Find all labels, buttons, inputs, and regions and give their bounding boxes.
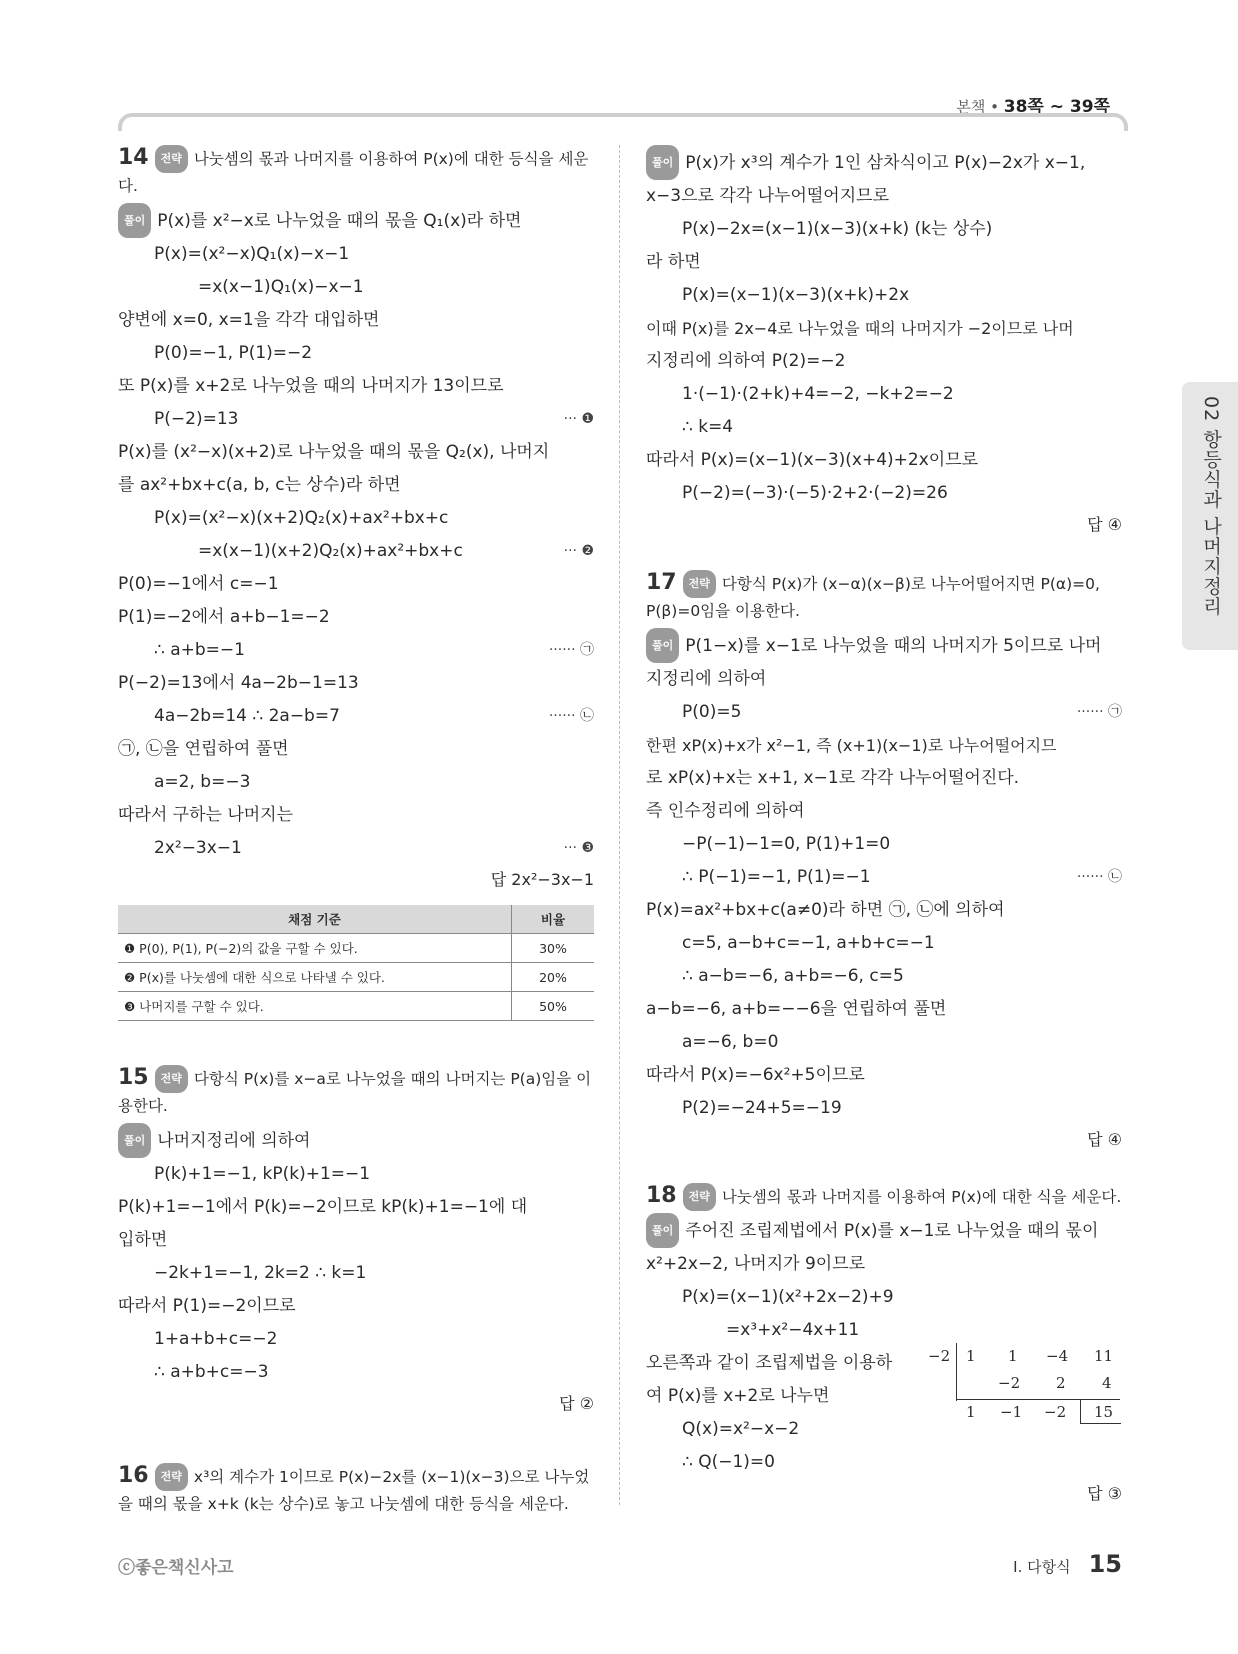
q18-number: 18	[646, 1183, 677, 1208]
q16-line: P(x)−2x=(x−1)(x−3)(x+k) (k는 상수)	[682, 219, 993, 239]
table-cell: 20%	[512, 963, 595, 992]
q14-line: 따라서 구하는 나머지는	[118, 805, 294, 825]
q15-number: 15	[118, 1065, 149, 1090]
q14-line: P(−2)=13에서 4a−2b−1=13	[118, 673, 359, 693]
q14-line: 4a−2b=14 ∴ 2a−b=7 ······ ㉡	[118, 700, 594, 733]
table-cell: 30%	[512, 934, 595, 963]
synth-cell: −2	[1044, 1403, 1067, 1421]
top-rule	[118, 113, 1128, 131]
q16-answer: 답 ④	[1087, 515, 1122, 534]
q15-answer: 답 ②	[559, 1394, 594, 1413]
synth-cell: 4	[1102, 1374, 1112, 1392]
q15-line: 입하면	[118, 1230, 168, 1250]
q17-mark-b: ······ ㉡	[1076, 869, 1122, 885]
q17-line: 따라서 P(x)=−6x²+5이므로	[646, 1065, 865, 1085]
synth-remainder: 15	[1094, 1403, 1114, 1421]
q17-line: ∴ a−b=−6, a+b=−6, c=5	[682, 966, 904, 986]
synth-cell: −1	[1000, 1403, 1023, 1421]
q14-line: 또 P(x)를 x+2로 나누었을 때의 나머지가 13이므로	[118, 376, 504, 396]
right-column	[646, 145, 1122, 1509]
q15-line: ∴ a+b+c=−3	[154, 1362, 269, 1382]
q17-line: P(2)=−24+5=−19	[682, 1098, 842, 1118]
q16-line: 풀이 P(x)가 x³의 계수가 1인 삼차식이고 P(x)−2x가 x−1,	[646, 145, 1122, 180]
q17-header	[646, 570, 1122, 624]
q15-line: 1+a+b+c=−2	[154, 1329, 278, 1349]
q16-header	[118, 1463, 594, 1517]
q18-line: 여 P(x)를 x+2로 나누면	[646, 1386, 830, 1406]
q16-line: 1·(−1)·(2+k)+4=−2, −k+2=−2	[682, 384, 954, 404]
synth-cell: 1	[1008, 1347, 1018, 1365]
page-number: 15	[1088, 1550, 1122, 1578]
chapter-label: Ⅰ. 다항식	[1013, 1558, 1071, 1576]
q16-line: 라 하면	[646, 252, 701, 272]
q18-header	[646, 1183, 1122, 1211]
q17-number: 17	[646, 570, 677, 595]
table-header: 비율	[512, 905, 595, 934]
left-column	[118, 145, 594, 1517]
q16-strategy-tag: 전략	[155, 1463, 188, 1491]
q17-line: a=−6, b=0	[682, 1032, 779, 1052]
q14-line: P(−2)=13 ··· ❶	[118, 403, 594, 436]
q14-line: P(x)를 (x²−x)(x+2)로 나누었을 때의 몫을 Q₂(x), 나머지	[118, 442, 550, 462]
synth-cell: 1	[966, 1403, 976, 1421]
table-row	[118, 963, 594, 992]
q14-line: P(0)=−1, P(1)=−2	[154, 343, 313, 363]
q16-solution-tag: 풀이	[646, 145, 679, 180]
q14-line: 양변에 x=0, x=1을 각각 대입하면	[118, 310, 380, 330]
q16-line: x−3으로 각각 나누어떨어지므로	[646, 186, 889, 206]
q16-strategy: x³의 계수가 1이므로 P(x)−2x를 (x−1)(x−3)으로 나누었을 때의 몫을 x+k (k는 상수)로 놓고 나눗셈에 대한 등식을 세운다.	[118, 1468, 590, 1513]
q17-line: c=5, a−b+c=−1, a+b+c=−1	[682, 933, 935, 953]
q14-mark-b: ······ ㉡	[548, 708, 594, 724]
q16-number: 16	[118, 1463, 149, 1488]
q16-line: P(−2)=(−3)·(−5)·2+2·(−2)=26	[682, 483, 948, 503]
q18-answer: 답 ③	[1087, 1484, 1122, 1503]
synth-divisor: −2	[928, 1347, 951, 1365]
q14-strategy: 나눗셈의 몫과 나머지를 이용하여 P(x)에 대한 등식을 세운다.	[118, 150, 589, 195]
q15-strategy-tag: 전략	[155, 1065, 188, 1093]
q18-strategy-tag: 전략	[683, 1183, 716, 1211]
q18-line: P(x)=(x−1)(x²+2x−2)+9	[682, 1287, 894, 1307]
q16-line: 따라서 P(x)=(x−1)(x−3)(x+4)+2x이므로	[646, 450, 979, 470]
q14-line: ∴ a+b=−1 ······ ㉠	[118, 634, 594, 667]
q17-answer: 답 ④	[1087, 1130, 1122, 1149]
header-prefix: 본책 •	[956, 98, 1004, 116]
q14-solution-tag: 풀이	[118, 203, 151, 238]
synth-cell: 1	[966, 1347, 976, 1365]
q14-line: a=2, b=−3	[154, 772, 251, 792]
q14-number: 14	[118, 145, 149, 170]
q18-line: 풀이 주어진 조립제법에서 P(x)를 x−1로 나누었을 때의 몫이	[646, 1213, 1122, 1248]
q17-line: 한편 xP(x)+x가 x²−1, 즉 (x+1)(x−1)로 나누어떨어지므	[646, 736, 1057, 755]
q14-line: P(x)=(x²−x)(x+2)Q₂(x)+ax²+bx+c	[154, 508, 449, 528]
q18-line: 오른쪽과 같이 조립제법을 이용하	[646, 1353, 893, 1373]
q18-line: x²+2x−2, 나머지가 9이므로	[646, 1254, 866, 1274]
table-cell: ❷ P(x)를 나눗셈에 대한 식으로 나타낼 수 있다.	[118, 963, 512, 992]
q17-solution-tag: 풀이	[646, 628, 679, 663]
q16-line: ∴ k=4	[682, 417, 734, 437]
page-footer	[1013, 1550, 1122, 1578]
synth-cell: −2	[998, 1374, 1021, 1392]
table-cell: 50%	[512, 992, 595, 1021]
q17-mark-a: ······ ㉠	[1076, 704, 1122, 720]
q17-line: ∴ P(−1)=−1, P(1)=−1 ······ ㉡	[646, 861, 1122, 894]
q14-mark-2: ··· ❷	[563, 543, 594, 559]
q16-line: 이때 P(x)를 2x−4로 나누었을 때의 나머지가 −2이므로 나머	[646, 319, 1074, 338]
q17-line: 풀이 P(1−x)를 x−1로 나누었을 때의 나머지가 5이므로 나머	[646, 628, 1122, 663]
q14-line: 풀이 P(x)를 x²−x로 나누었을 때의 몫을 Q₁(x)라 하면	[118, 203, 594, 238]
q14-line: =x(x−1)Q₁(x)−x−1	[198, 277, 364, 297]
q17-line: 즉 인수정리에 의하여	[646, 801, 805, 821]
synth-cell: −4	[1046, 1347, 1069, 1365]
q14-line: =x(x−1)(x+2)Q₂(x)+ax²+bx+c ··· ❷	[118, 535, 594, 568]
table-header-row	[118, 905, 594, 934]
synth-cell: 11	[1094, 1347, 1114, 1365]
q16-line: 지정리에 의하여 P(2)=−2	[646, 351, 846, 371]
side-tab-label: 02 항등식과 나머지정리	[1200, 396, 1222, 617]
q18-line: =x³+x²−4x+11	[726, 1320, 860, 1340]
q18-line: ∴ Q(−1)=0	[682, 1452, 775, 1472]
table-row	[118, 992, 594, 1021]
publisher-logo: ⓒ좋은책신사고	[118, 1558, 234, 1578]
table-header: 채점 기준	[118, 905, 512, 934]
synth-cell: 2	[1056, 1374, 1066, 1392]
table-cell: ❸ 나머지를 구할 수 있다.	[118, 992, 512, 1021]
q16-line: P(x)=(x−1)(x−3)(x+k)+2x	[682, 285, 910, 305]
q18-strategy: 나눗셈의 몫과 나머지를 이용하여 P(x)에 대한 식을 세운다.	[721, 1188, 1122, 1206]
q14-strategy-tag: 전략	[155, 145, 188, 173]
q17-line: P(0)=5 ······ ㉠	[646, 696, 1122, 729]
q18-solution-tag: 풀이	[646, 1213, 679, 1248]
q15-line: 따라서 P(1)=−2이므로	[118, 1296, 296, 1316]
chapter-side-tab[interactable]	[1182, 382, 1238, 650]
q15-line: P(k)+1=−1, kP(k)+1=−1	[154, 1164, 371, 1184]
q14-line: ㉠, ㉡을 연립하여 풀면	[118, 739, 289, 759]
q14-line: P(x)=(x²−x)Q₁(x)−x−1	[154, 244, 350, 264]
q15-line: 풀이 나머지정리에 의하여	[118, 1123, 594, 1158]
q14-mark-3: ··· ❸	[563, 840, 594, 856]
q14-line: 2x²−3x−1 ··· ❸	[118, 832, 594, 865]
q17-line: P(x)=ax²+bx+c(a≠0)라 하면 ㉠, ㉡에 의하여	[646, 900, 1005, 920]
table-cell: ❶ P(0), P(1), P(−2)의 값을 구할 수 있다.	[118, 934, 512, 963]
q14-header	[118, 145, 594, 199]
q17-strategy: 다항식 P(x)가 (x−α)(x−β)로 나누어떨어지면 P(α)=0, P(β)=0임을 이용한다.	[646, 575, 1100, 620]
q15-line: P(k)+1=−1에서 P(k)=−2이므로 kP(k)+1=−1에 대	[118, 1197, 528, 1217]
q18-line: Q(x)=x²−x−2	[682, 1419, 800, 1439]
column-divider	[619, 145, 620, 1505]
q14-answer: 답 2x²−3x−1	[490, 870, 594, 889]
q17-line: −P(−1)−1=0, P(1)+1=0	[682, 834, 891, 854]
table-row	[118, 934, 594, 963]
q15-header	[118, 1065, 594, 1119]
header-pages: 38쪽 ~ 39쪽	[1003, 97, 1110, 117]
q14-line: P(1)=−2에서 a+b−1=−2	[118, 607, 330, 627]
grading-table	[118, 905, 594, 1021]
q17-line: 로 xP(x)+x는 x+1, x−1로 각각 나누어떨어진다.	[646, 768, 1020, 788]
q14-mark-a: ······ ㉠	[548, 642, 594, 658]
q17-strategy-tag: 전략	[683, 570, 716, 598]
q15-solution-tag: 풀이	[118, 1123, 151, 1158]
q14-line: 를 ax²+bx+c(a, b, c는 상수)라 하면	[118, 475, 401, 495]
q17-line: 지정리에 의하여	[646, 669, 767, 689]
q17-line: a−b=−6, a+b=−−6을 연립하여 풀면	[646, 999, 947, 1019]
q15-line: −2k+1=−1, 2k=2 ∴ k=1	[154, 1263, 367, 1283]
q15-strategy: 다항식 P(x)를 x−a로 나누었을 때의 나머지는 P(a)임을 이용한다.	[118, 1070, 592, 1115]
q14-line: P(0)=−1에서 c=−1	[118, 574, 279, 594]
q14-mark-1: ··· ❶	[563, 411, 594, 427]
